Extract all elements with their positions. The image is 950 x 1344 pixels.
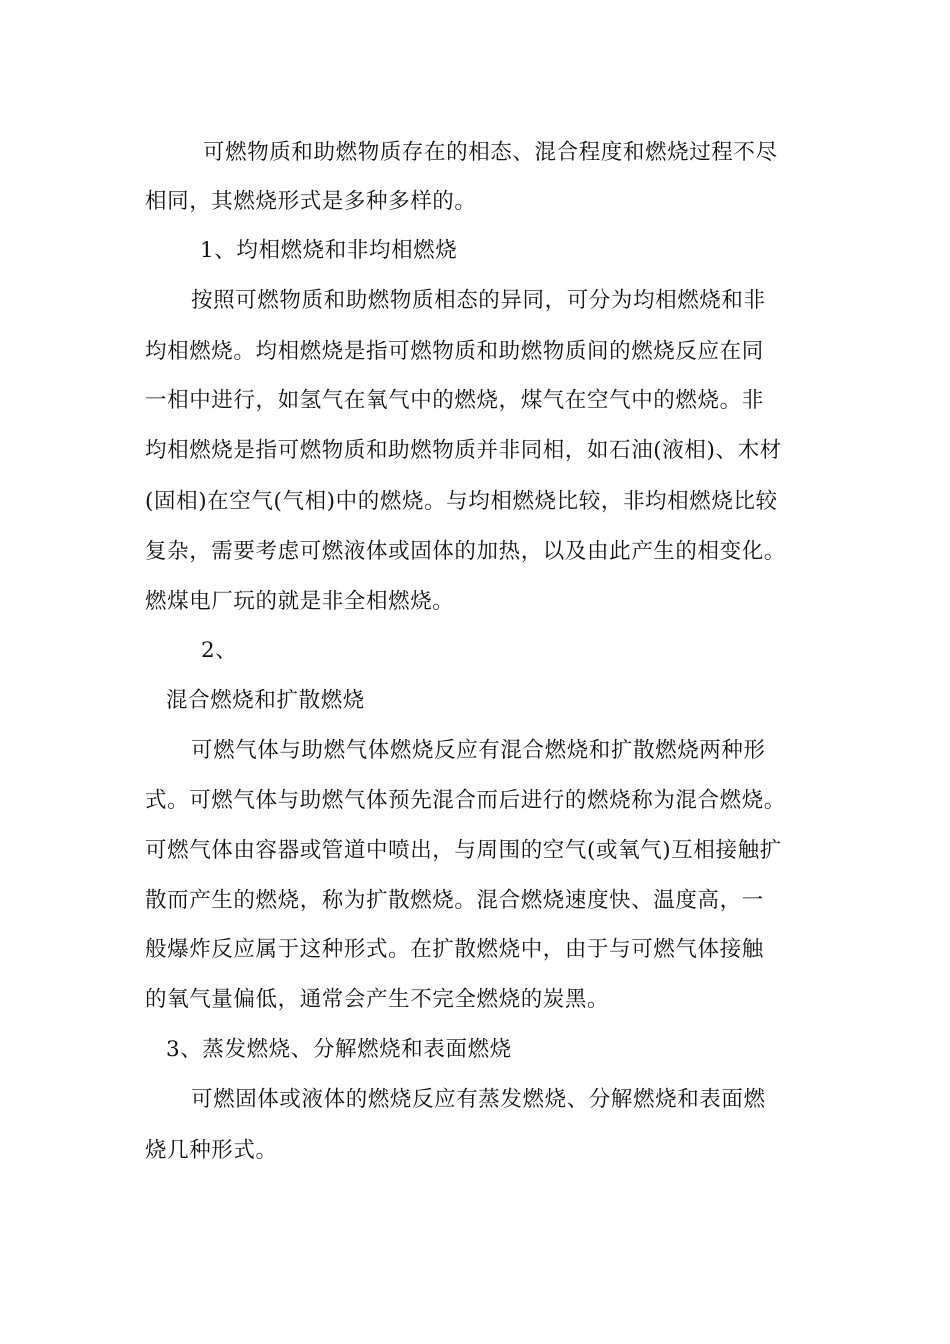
paragraph-2-line-6: 复杂，需要考虑可燃液体或固体的加热，以及由此产生的相变化。 xyxy=(145,539,786,564)
paragraph-3-line-2: 式。可燃气体与助燃气体预先混合而后进行的燃烧称为混合燃烧。 xyxy=(145,788,786,813)
paragraph-2-line-7: 燃煤电厂玩的就是非全相燃烧。 xyxy=(145,589,455,614)
section-heading-1: 1、均相燃烧和非均相燃烧 xyxy=(200,238,458,263)
section-number-2: 2、 xyxy=(201,638,238,663)
paragraph-3-line-3: 可燃气体由容器或管道中喷出，与周围的空气(或氧气)互相接触扩 xyxy=(145,838,782,863)
paragraph-1-line-2: 相同，其燃烧形式是多种多样的。 xyxy=(145,189,477,214)
paragraph-3-line-1: 可燃气体与助燃气体燃烧反应有混合燃烧和扩散燃烧两种形 xyxy=(191,738,766,763)
paragraph-3-line-6: 的氧气量偏低，通常会产生不完全燃烧的炭黑。 xyxy=(145,987,610,1012)
section-heading-3: 3、蒸发燃烧、分解燃烧和表面燃烧 xyxy=(166,1037,512,1062)
paragraph-2-line-4: 均相燃烧是指可燃物质和助燃物质并非同相，如石油(液相)、木材 xyxy=(145,438,782,463)
paragraph-4-line-2: 烧几种形式。 xyxy=(145,1138,278,1163)
paragraph-4-line-1: 可燃固体或液体的燃烧反应有蒸发燃烧、分解燃烧和表面燃 xyxy=(191,1087,766,1112)
section-heading-2: 混合燃烧和扩散燃烧 xyxy=(166,688,365,713)
paragraph-3-line-5: 般爆炸反应属于这种形式。在扩散燃烧中，由于与可燃气体接触 xyxy=(145,937,764,962)
paragraph-2-line-3: 一相中进行，如氢气在氧气中的燃烧，煤气在空气中的燃烧。非 xyxy=(145,388,764,413)
paragraph-2-line-5: (固相)在空气(气相)中的燃烧。与均相燃烧比较，非均相燃烧比较 xyxy=(145,489,778,514)
paragraph-1-line-1: 可燃物质和助燃物质存在的相态、混合程度和燃烧过程不尽 xyxy=(203,140,778,165)
paragraph-3-line-4: 散而产生的燃烧，称为扩散燃烧。混合燃烧速度快、温度高，一 xyxy=(145,888,764,913)
paragraph-2-line-1: 按照可燃物质和助燃物质相态的异同，可分为均相燃烧和非 xyxy=(191,288,766,313)
paragraph-2-line-2: 均相燃烧。均相燃烧是指可燃物质和助燃物质间的燃烧反应在同 xyxy=(145,339,764,364)
